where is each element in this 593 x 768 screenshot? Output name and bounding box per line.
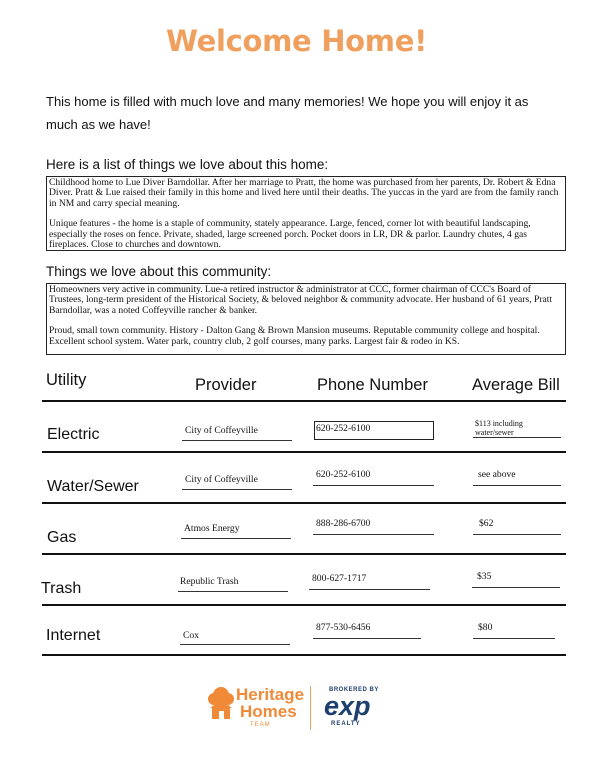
table-rule <box>42 604 566 606</box>
provider-electric: City of Coffeyville <box>185 425 258 436</box>
underline <box>473 534 561 535</box>
community-paragraph-2: Proud, small town community. History - Dalton Gang & Brown Mansion museums. Reputable community college and hospital. Excellent school system. Water park, country club, 2 golf courses, many parks. Largest fair & rodeo in KS. <box>49 325 540 347</box>
brand-line2: Homes <box>240 702 297 721</box>
tree-house-icon <box>206 686 236 720</box>
underline <box>313 534 434 535</box>
table-rule <box>42 553 566 555</box>
phone-internet: 877-530-6456 <box>316 622 371 633</box>
underline <box>473 638 555 639</box>
home-paragraph-2: Unique features - the home is a staple of community, stately appearance. Large, fenced, corner lot with beautiful landscaping, especially the roses on fence. Private, shaded, large screened porch. Pocket doors in LR, DR & parlor. Laundry chutes, 4 gas fireplaces. Close to churches and downtown. <box>49 218 531 251</box>
utility-trash: Trash <box>41 580 82 597</box>
bill-trash: $35 <box>477 571 492 582</box>
provider-internet: Cox <box>183 630 199 641</box>
phone-gas: 888-286-6700 <box>316 518 371 529</box>
table-rule <box>42 654 566 656</box>
bill-internet: $80 <box>478 622 493 633</box>
home-paragraph-1: Childhood home to Lue Diver Barndollar. After her marriage to Pratt, the home was purchased from her parents, Dr. Robert & Edna Diver. Pratt & Lue raised their family in this home and lived here until their deaths. The yuccas in the yard are from the family ranch in NM and carry special meaning. <box>49 177 559 209</box>
exp-logo-text: exp <box>324 691 371 721</box>
phone-electric: 620-252-6100 <box>316 423 371 434</box>
header-provider: Provider <box>195 376 257 394</box>
brand-line1: Heritage <box>236 685 305 704</box>
home-section-heading: Here is a list of things we love about this home: <box>46 157 329 172</box>
provider-gas: Atmos Energy <box>184 523 240 534</box>
underline <box>309 589 430 590</box>
underline <box>313 485 434 486</box>
utility-gas: Gas <box>47 529 77 546</box>
community-section-heading: Things we love about this community: <box>46 264 272 279</box>
utility-water-sewer: Water/Sewer <box>47 478 139 495</box>
provider-trash: Republic Trash <box>180 576 239 587</box>
brand-line3: TEAM <box>250 722 271 728</box>
underline <box>472 587 560 588</box>
table-rule <box>42 451 566 453</box>
header-phone: Phone Number <box>317 376 428 394</box>
underline <box>473 437 561 438</box>
phone-trash: 800-627-1717 <box>312 573 367 584</box>
logo-divider <box>310 686 311 730</box>
bill-gas: $62 <box>479 518 494 529</box>
phone-water-sewer: 620-252-6100 <box>316 469 371 480</box>
underline <box>182 489 292 490</box>
underline <box>313 638 421 639</box>
bill-water-sewer: see above <box>478 469 516 480</box>
provider-water-sewer: City of Coffeyville <box>185 474 258 485</box>
page-title: Welcome Home! <box>165 24 428 58</box>
brokered-by-label: BROKERED BY <box>329 687 379 693</box>
home-love-box <box>46 176 566 251</box>
utility-electric: Electric <box>47 426 100 443</box>
community-paragraph-1: Homeowners very active in community. Lue-a retired instructor & administrator at CCC, former chairman of CCC's Board of Trustees, long-term president of the Historical Society, & beloved neighbor & community advocate. Her husband of 61 years, Pratt Barndollar, was a noted Coffeyville rancher & banker. <box>49 284 553 316</box>
bill-electric: $113 including water/sewer <box>475 419 523 437</box>
intro-text: This home is filled with much love and many memories! We hope you will enjoy it as much as we have! <box>46 94 529 132</box>
table-rule <box>42 502 566 504</box>
utility-internet: Internet <box>46 627 101 644</box>
footer-logo <box>206 684 396 734</box>
realty-label: REALTY <box>331 721 361 727</box>
header-bill: Average Bill <box>472 376 560 394</box>
underline <box>178 591 288 592</box>
underline <box>181 538 291 539</box>
underline <box>182 440 292 441</box>
table-rule <box>42 400 566 402</box>
underline <box>473 485 561 486</box>
header-utility: Utility <box>46 371 87 389</box>
community-love-box <box>46 283 566 355</box>
underline <box>180 644 290 645</box>
